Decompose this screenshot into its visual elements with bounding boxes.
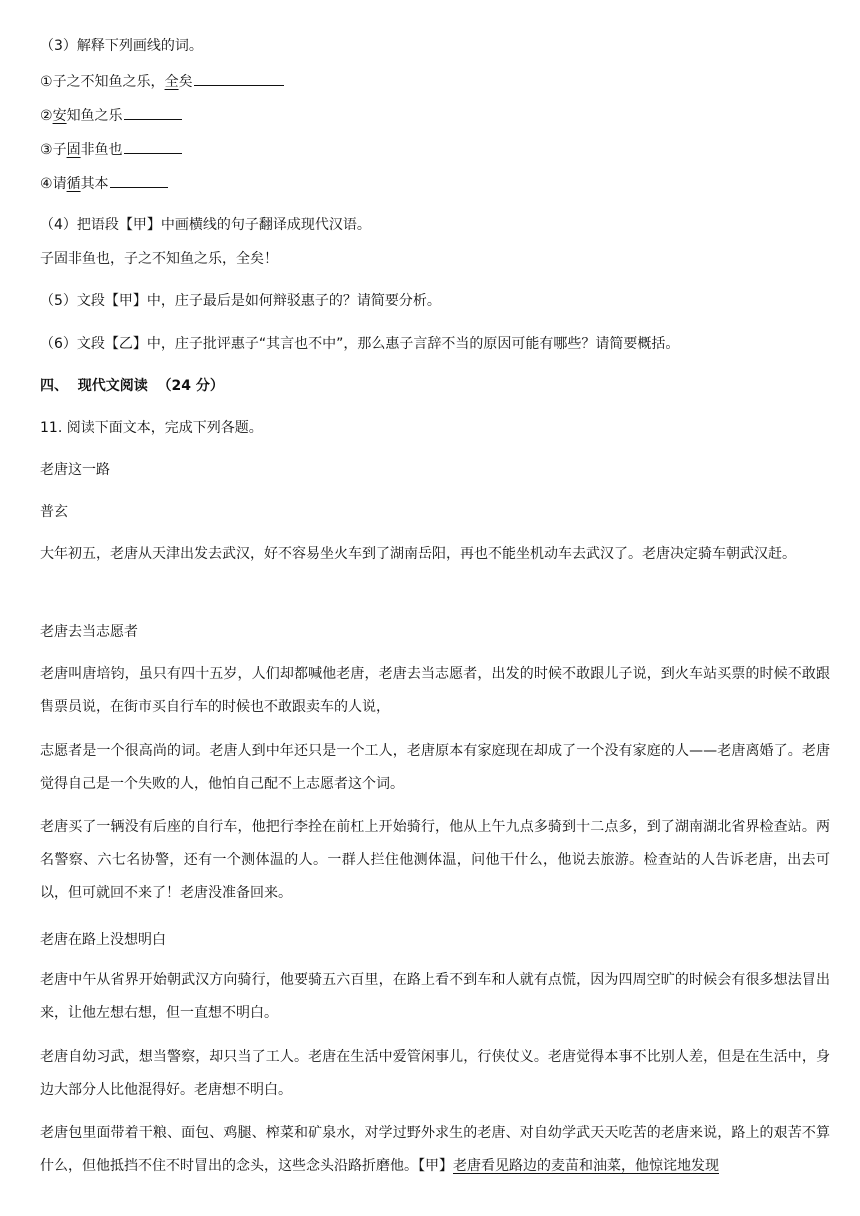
passage-marker: 【甲】 [418, 1158, 453, 1174]
answer-blank[interactable] [110, 172, 168, 188]
q3-item-4: ④请循其本 [40, 172, 168, 194]
q3-prompt: （3）解释下列画线的词。 [40, 38, 203, 54]
q6-prompt: （6）文段【乙】中，庄子批评惠子“其言也不中”，那么惠子言辞不当的原因可能有哪些？请简要概括。 [40, 336, 680, 352]
q4-prompt: （4）把语段【甲】中画横线的句子翻译成现代汉语。 [40, 217, 371, 233]
q5-prompt: （5）文段【甲】中，庄子最后是如何辩驳惠子的？请简要分析。 [40, 293, 441, 309]
q4-sentence: 子固非鱼也，子之不知鱼之乐，全矣！ [40, 251, 278, 267]
subheading-2: 老唐在路上没想明白 [40, 932, 166, 948]
answer-blank[interactable] [194, 70, 284, 86]
answer-blank[interactable] [124, 104, 182, 120]
article-title: 老唐这一路 [40, 462, 110, 478]
paragraph-3: 志愿者是一个很高尚的词。老唐人到中年还只是一个工人，老唐原本有家庭现在却成了一个没有家庭的人——老唐离婚了。老唐觉得自己是一个失败的人，他怕自己配不上志愿者这个词。 [40, 743, 830, 792]
paragraph-5: 老唐中午从省界开始朝武汉方向骑行，他要骑五六百里，在路上看不到车和人就有点慌，因为四周空旷的时候会有很多想法冒出来，让他左想右想，但一直想不明白。 [40, 972, 830, 1021]
paragraph-6: 老唐自幼习武，想当警察，却只当了工人。老唐在生活中爱管闲事儿，行侠仗义。老唐觉得本事不比别人差，但是在生活中，身边大部分人比他混得好。老唐想不明白。 [40, 1049, 830, 1098]
q3-item-3: ③子固非鱼也 [40, 138, 182, 160]
paragraph-2: 老唐叫唐培钧，虽只有四十五岁，人们却都喊他老唐，老唐去当志愿者，出发的时候不敢跟儿子说，到火车站买票的时候不敢跟售票员说，在街市买自行车的时候也不敢跟卖车的人说， [40, 666, 830, 715]
paragraph-7: 老唐包里面带着干粮、面包、鸡腿、榨菜和矿泉水，对学过野外求生的老唐、对自幼学武天天吃苦的老唐来说，路上的艰苦不算什么，但他抵挡不住不时冒出的念头，这些念头沿路折磨他。【甲】老唐看见路边的麦苗和油菜，他惊诧地发现 [40, 1125, 830, 1174]
underlined-sentence: 老唐看见路边的麦苗和油菜，他惊诧地发现 [453, 1158, 719, 1174]
paragraph-1: 大年初五，老唐从天津出发去武汉，好不容易坐火车到了湖南岳阳，再也不能坐机动车去武汉了。老唐决定骑车朝武汉赶。 [40, 546, 796, 562]
subheading-1: 老唐去当志愿者 [40, 624, 138, 640]
q11-prompt: 11. 阅读下面文本，完成下列各题。 [40, 420, 263, 436]
answer-blank[interactable] [124, 138, 182, 154]
article-author: 普玄 [40, 504, 68, 520]
q3-item-2: ②安知鱼之乐 [40, 104, 182, 126]
q3-item-1: ①子之不知鱼之乐，全矣 [40, 70, 284, 92]
paragraph-4: 老唐买了一辆没有后座的自行车，他把行李拴在前杠上开始骑行，他从上午九点多骑到十二点多，到了湖南湖北省界检查站。两名警察、六七名协警，还有一个测体温的人。一群人拦住他测体温，问他干什么，他说去旅游。检查站的人告诉老唐，出去可以，但可就回不来了！老唐没准备回来。 [40, 819, 830, 901]
section-heading: 四、 现代文阅读 （24 分） [40, 378, 224, 394]
